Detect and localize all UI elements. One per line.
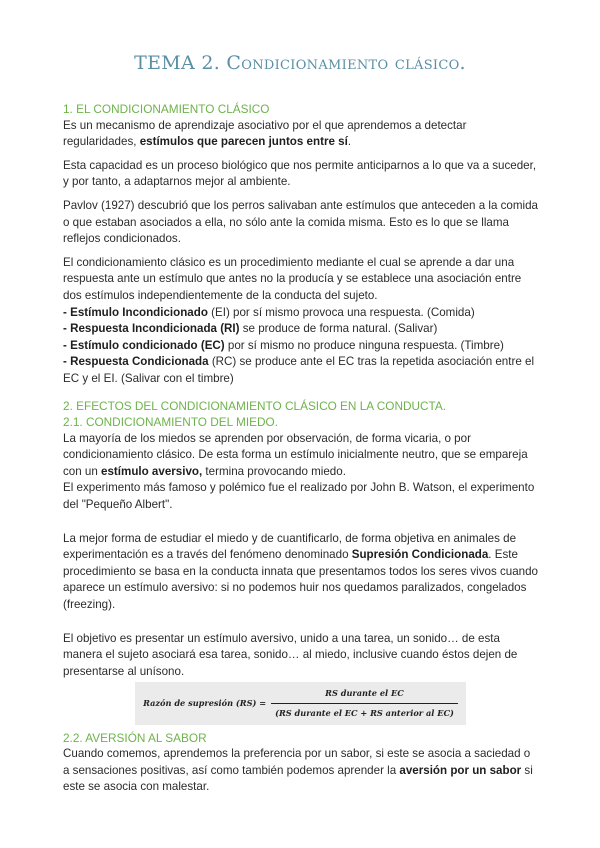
document-body	[63, 101, 538, 796]
page-title: TEMA 2. Condicionamiento clásico.	[134, 52, 466, 74]
list-item-rc	[63, 354, 538, 387]
bold-text: - Estímulo condicionado (EC)	[63, 338, 225, 352]
text-run: Es un mecanismo de aprendizaje asociativo por el que aprendemos a detectar regularidades,	[63, 118, 467, 149]
text-run: La mejor forma de estudiar el miedo y de cuantificarlo, de forma objetiva en animales de experimentación es a través del fenómeno denominado	[63, 531, 517, 562]
text-run: se produce de forma natural. (Salivar)	[239, 322, 438, 336]
bold-text: - Estímulo Incondicionado	[63, 305, 208, 319]
bold-text: Supresión Condicionada	[351, 548, 489, 562]
bold-text: - Respuesta Condicionada	[63, 355, 209, 369]
text-run: termina provocando miedo.	[202, 464, 346, 478]
bold-text: estímulo aversivo,	[101, 464, 203, 478]
paragraph-fears	[63, 431, 538, 481]
bold-text: aversión por un sabor	[399, 763, 522, 777]
text-run: La mayoría de los miedos se aprenden por observación, de forma vicaria, o por condicionamiento clásico. De esta forma un estímulo inicialmente neutro, que se empareja con un	[63, 431, 528, 478]
text-run: (RC) se produce ante el EC tras la repetida asociación entre el EC y el EI. (Salivar con el timbre)	[63, 355, 535, 385]
list-item-ei	[63, 305, 538, 322]
suppression-ratio-formula	[135, 682, 466, 724]
bold-text: estímulos que parecen juntos entre sí	[139, 135, 348, 149]
paragraph-watson: El experimento más famoso y polémico fue el realizado por John B. Watson, el experimento del "Pequeño Albert".	[63, 481, 535, 512]
paragraph-suppression	[63, 531, 538, 614]
subsection-heading-2-1: 2.1. CONDICIONAMIENTO DEL MIEDO.	[63, 415, 278, 430]
bold-text: - Respuesta Incondicionada (RI)	[63, 322, 240, 336]
text-run: por sí mismo no produce ninguna respuesta. (Timbre)	[224, 338, 504, 352]
formula-numerator: RS durante el EC	[325, 688, 404, 699]
paragraph-capacity: Esta capacidad es un proceso biológico que nos permite anticiparnos a lo que va a suceder, y por tanto, a adaptarnos mejor al ambiente.	[63, 158, 537, 189]
paragraph-procedure: El condicionamiento clásico es un procedimiento mediante el cual se aprende a dar una respuesta ante un estímulo que antes no la producía y se establece una asociación entre dos estímulos independientemente de la conducta del sujeto.	[63, 255, 522, 302]
paragraph-objective: El objetivo es presentar un estímulo aversivo, unido a una tarea, un sonido… de esta manera el sujeto asociará esa tarea, sonido… al miedo, inclusive cuando éstos dejen de presentarse al unísono.	[63, 631, 518, 678]
text-run: .	[347, 135, 352, 149]
subsection-heading-2-2: 2.2. AVERSIÓN AL SABOR	[63, 730, 207, 745]
paragraph-taste-aversion	[63, 746, 538, 796]
paragraph-pavlov: Pavlov (1927) descubrió que los perros salivaban ante estímulos que anteceden a la comida o que estaban asociados a ella, no sólo ante la comida misma. Esto es lo que se llama reflejos condicionados.	[63, 198, 538, 246]
formula-fraction	[271, 685, 458, 721]
list-item-ec	[63, 338, 538, 355]
formula-denominator: (RS durante el EC + RS anterior al EC)	[271, 703, 458, 722]
text-run: (EI) por sí mismo provoca una respuesta. (Comida)	[207, 305, 475, 319]
formula-lhs: Razón de supresión (RS) =	[143, 698, 267, 709]
text-run: si este se asocia con malestar.	[63, 763, 533, 794]
text-run: Cuando comemos, aprendemos la preferencia por un sabor, si este se asocia a saciedad o a sensaciones positivas, así como también podemos aprender la	[63, 747, 531, 777]
section-heading-2: 2. EFECTOS DEL CONDICIONAMIENTO CLÁSICO EN LA CONDUCTA.	[63, 398, 447, 413]
paragraph-definition	[63, 118, 538, 151]
section-heading-1: 1. EL CONDICIONAMIENTO CLÁSICO	[63, 102, 270, 116]
text-run: . Este procedimiento se basa en la conducta innata que presentamos todos los seres vivos cuando aparece un estímulo aversivo: si no podemos huir nos quedamos paralizados, congelados (freezing).	[63, 548, 538, 612]
formula-block	[63, 682, 538, 724]
list-item-ri	[63, 321, 538, 338]
